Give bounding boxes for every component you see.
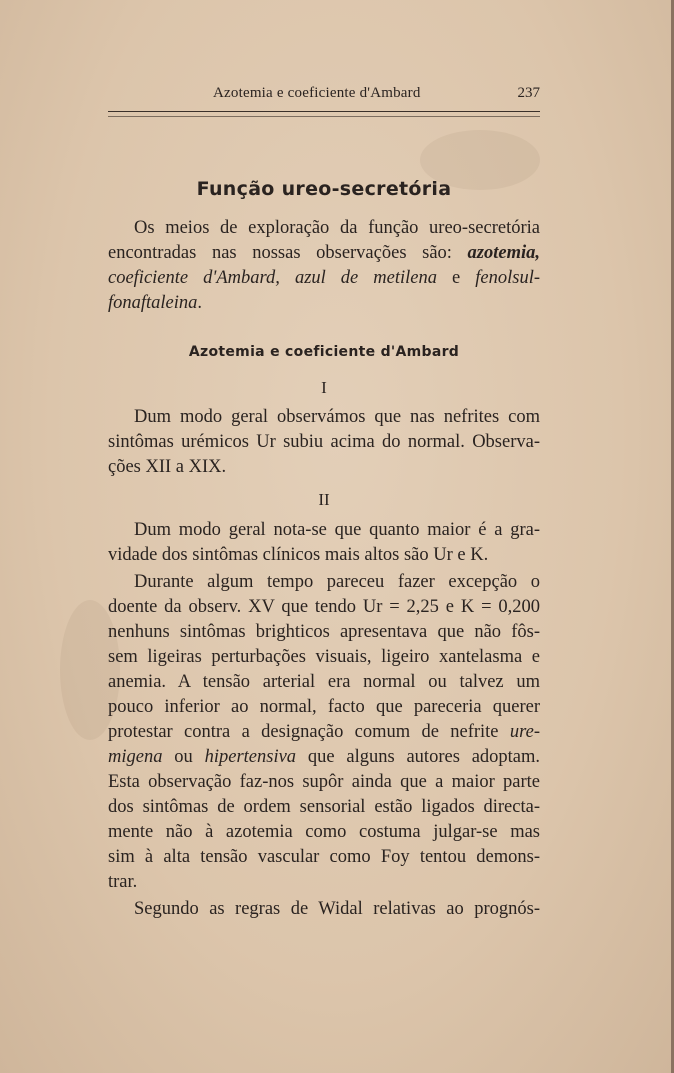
part-numeral-1: I <box>321 378 327 397</box>
term-fenolsulfonaftaleina: fenolsul- <box>475 268 541 288</box>
term-uremigena: ure- <box>509 722 540 742</box>
intro-line: encontradas nas nossas observações são: azotemia, <box>108 243 540 263</box>
section-title: Função ureo-secretória <box>196 178 452 200</box>
term-azotemia: azotemia, <box>467 243 540 263</box>
intro-line: fonaftaleina. <box>108 293 203 313</box>
body-line: migena ou hipertensiva que alguns autores adoptam. <box>108 747 541 767</box>
body-line: sim à alta tensão vascular como Foy tentou demons- <box>108 847 540 867</box>
intro-line: Os meios de exploração da função ureo-secretória <box>134 218 540 238</box>
body-line: ções XII a XIX. <box>108 457 227 477</box>
body-line: vidade dos sintômas clínicos mais altos são Ur e K. <box>108 545 489 565</box>
body-line: trar. <box>108 872 138 892</box>
body-line: Segundo as regras de Widal relativas ao prognós- <box>134 899 540 919</box>
body-line: anemia. A tensão arterial era normal ou talvez um <box>108 672 540 692</box>
header-rule <box>108 111 540 112</box>
body-line: mente não à azotemia como costuma julgar-se mas <box>108 822 540 842</box>
body-line: sintômas urémicos Ur subiu acima do normal. Observa- <box>108 432 540 452</box>
term-hipertensiva: hipertensiva <box>204 747 297 767</box>
body-line: Durante algum tempo pareceu fazer excepção o <box>134 572 540 592</box>
running-head: Azotemia e coeficiente d'Ambard <box>213 85 421 101</box>
body-line: Esta observação faz-nos supôr ainda que a maior parte <box>108 772 540 792</box>
body-line: Dum modo geral observámos que nas nefrites com <box>134 407 540 427</box>
header-rule-secondary <box>108 116 540 117</box>
body-line: dos sintômas de ordem sensorial estão ligados directa- <box>108 797 540 817</box>
page-header <box>108 85 540 107</box>
body-line: sem ligeiras perturbações visuais, ligeiro xantelasma e <box>108 647 540 667</box>
body-line: protestar contra a designação comum de nefrite ure- <box>108 722 540 742</box>
intro-line: coeficiente d'Ambard, azul de metilena e fenolsul- <box>108 268 541 288</box>
part-numeral-2: II <box>318 490 330 509</box>
term-azul-de-metilena: azul de metilena <box>294 268 437 288</box>
body-line: doente da observ. XV que tendo Ur = 2,25 e K = 0,200 <box>108 597 540 617</box>
term-coeficiente: coeficiente d'Ambard, <box>108 268 280 288</box>
page-number: 237 <box>517 85 540 101</box>
body-line: pouco inferior ao normal, facto que pareceria querer <box>108 697 540 717</box>
subsection-title: Azotemia e coeficiente d'Ambard <box>188 344 460 360</box>
body-line: Dum modo geral nota-se que quanto maior é a gra- <box>134 520 540 540</box>
body-line: nenhuns sintômas brighticos apresentava que não fôs- <box>108 622 540 642</box>
